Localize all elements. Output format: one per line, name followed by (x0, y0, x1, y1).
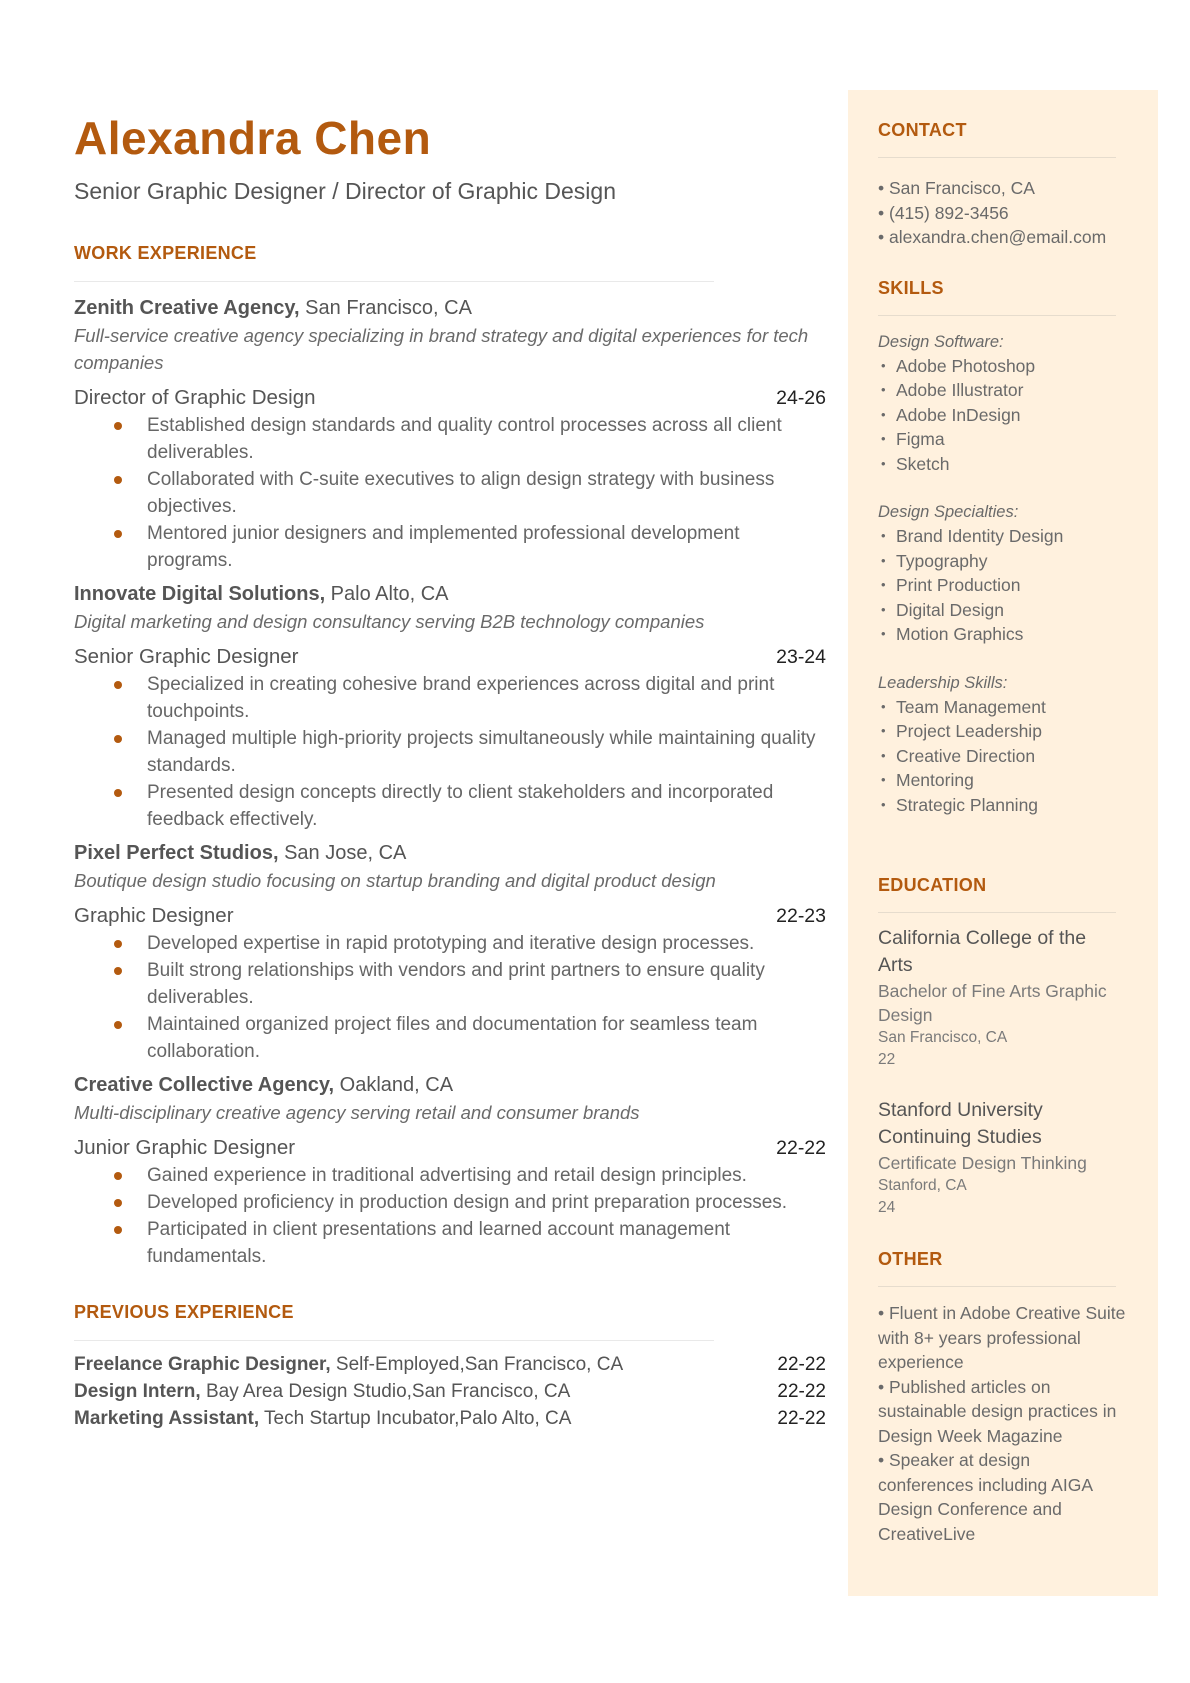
education-degree: Bachelor of Fine Arts Graphic Design (878, 981, 1107, 1025)
education-degree: Certificate Design Thinking (878, 1153, 1087, 1173)
contact-heading: CONTACT (878, 120, 967, 140)
company-line (74, 294, 826, 322)
skill-group (878, 500, 1128, 647)
skill-category: Leadership Skills: (878, 673, 1008, 692)
previous-detail: Tech Startup Incubator,Palo Alto, CA (259, 1407, 572, 1429)
company-name: Innovate Digital Solutions, (74, 582, 326, 605)
company-location: San Jose, CA (278, 841, 407, 864)
role-line (74, 1134, 826, 1162)
education-location: Stanford, CA (878, 1177, 967, 1194)
previous-experience-row (74, 1405, 826, 1432)
previous-dates: 22-22 (777, 1380, 826, 1402)
skill-item: • Creative Direction (878, 744, 1128, 769)
section-divider (878, 157, 1116, 158)
skill-item: • Brand Identity Design (878, 524, 1128, 549)
skill-item: • Mentoring (878, 768, 1128, 793)
company-description: Full-service creative agency specializing in brand strategy and digital experiences for tech companies (74, 324, 809, 373)
responsibility-item: Participated in client presentations and learned account management fundamentals. (74, 1216, 826, 1270)
section-divider (878, 912, 1116, 913)
company-location: Oakland, CA (334, 1073, 454, 1096)
work-experience-heading: WORK EXPERIENCE (74, 242, 257, 263)
experience-entry (74, 1071, 826, 1270)
other-heading: OTHER (878, 1249, 943, 1269)
main-column (74, 110, 826, 1432)
education-school: Stanford University Continuing Studies (878, 1099, 1043, 1148)
section-divider (74, 1340, 714, 1341)
responsibility-item: Collaborated with C-suite executives to align design strategy with business objectives. (74, 466, 826, 520)
previous-experience-heading: PREVIOUS EXPERIENCE (74, 1301, 294, 1322)
section-divider (878, 1286, 1116, 1287)
skill-item: • Adobe Photoshop (878, 354, 1128, 379)
role-dates: 24-26 (776, 386, 826, 409)
company-description: Multi-disciplinary creative agency serving retail and consumer brands (74, 1101, 640, 1123)
experience-entry (74, 294, 826, 574)
company-description: Digital marketing and design consultancy serving B2B technology companies (74, 610, 705, 632)
responsibility-item: Built strong relationships with vendors and print partners to ensure quality deliverables. (74, 957, 826, 1011)
company-name: Pixel Perfect Studios, (74, 841, 279, 864)
responsibility-item: Maintained organized project files and documentation for seamless team collaboration. (74, 1011, 826, 1065)
responsibility-item: Mentored junior designers and implemented professional development programs. (74, 520, 826, 574)
experience-entry (74, 580, 826, 833)
other-item: • Fluent in Adobe Creative Suite with 8+ years professional experience (878, 1303, 1126, 1372)
other-item: • Speaker at design conferences including AIGA Design Conference and CreativeLive (878, 1450, 1093, 1544)
role-title: Graphic Designer (74, 903, 234, 927)
skill-group (878, 671, 1128, 818)
previous-detail: Self-Employed,San Francisco, CA (330, 1353, 624, 1375)
previous-experience-list (74, 1351, 826, 1432)
section-divider (74, 281, 714, 282)
skill-item: • Typography (878, 549, 1128, 574)
sidebar (848, 90, 1158, 1596)
skills-heading: SKILLS (878, 277, 944, 298)
company-line (74, 580, 826, 608)
company-name: Zenith Creative Agency, (74, 296, 300, 319)
contact-location: • San Francisco, CA (878, 178, 1035, 198)
role-title: Director of Graphic Design (74, 385, 316, 409)
role-line (74, 643, 826, 671)
responsibility-item: Established design standards and quality control processes across all client deliverables. (74, 412, 826, 466)
candidate-name: Alexandra Chen (74, 112, 432, 164)
role-line (74, 384, 826, 412)
role-dates: 22-23 (776, 904, 826, 927)
responsibility-item: Developed expertise in rapid prototyping and iterative design processes. (74, 930, 826, 957)
previous-experience-row (74, 1378, 826, 1405)
skill-item: • Team Management (878, 695, 1128, 720)
previous-dates: 22-22 (777, 1407, 826, 1429)
responsibility-item: Presented design concepts directly to client stakeholders and incorporated feedback effectively. (74, 779, 826, 833)
other-item: • Published articles on sustainable design practices in Design Week Magazine (878, 1376, 1117, 1446)
education-school: California College of the Arts (878, 927, 1087, 976)
skill-item: • Digital Design (878, 598, 1128, 623)
skill-item: • Adobe Illustrator (878, 378, 1128, 403)
role-dates: 22-22 (776, 1136, 826, 1159)
candidate-title: Senior Graphic Designer / Director of Graphic Design (74, 177, 617, 204)
company-description: Boutique design studio focusing on startup branding and digital product design (74, 869, 716, 891)
company-line (74, 839, 826, 867)
section-divider (878, 315, 1116, 316)
education-heading: EDUCATION (878, 875, 987, 895)
responsibility-list (74, 1162, 826, 1270)
education-entry (878, 1097, 1118, 1219)
skill-group (878, 330, 1128, 477)
contact-list (878, 176, 1128, 250)
previous-experience-row (74, 1351, 826, 1378)
contact-email: • alexandra.chen@email.com (878, 227, 1107, 247)
previous-role: Marketing Assistant, (74, 1407, 260, 1429)
role-title: Senior Graphic Designer (74, 644, 299, 668)
role-title: Junior Graphic Designer (74, 1135, 296, 1159)
previous-dates: 22-22 (777, 1353, 826, 1375)
responsibility-item: Gained experience in traditional advertising and retail design principles. (74, 1162, 826, 1189)
responsibility-list (74, 671, 826, 833)
education-entry (878, 925, 1118, 1071)
skill-item: • Project Leadership (878, 719, 1128, 744)
role-dates: 23-24 (776, 645, 826, 668)
role-line (74, 902, 826, 930)
company-location: Palo Alto, CA (325, 582, 449, 605)
contact-phone: • (415) 892-3456 (878, 202, 1009, 223)
other-list (878, 1301, 1128, 1546)
skill-item: • Motion Graphics (878, 622, 1128, 647)
responsibility-list (74, 930, 826, 1065)
skill-category: Design Specialties: (878, 503, 1019, 521)
skill-item: • Figma (878, 427, 1128, 452)
previous-role: Design Intern, (74, 1380, 201, 1402)
responsibility-item: Managed multiple high-priority projects simultaneously while maintaining quality standards. (74, 725, 826, 779)
skill-item: • Sketch (878, 452, 1128, 477)
previous-detail: Bay Area Design Studio,San Francisco, CA (200, 1380, 571, 1402)
responsibility-item: Developed proficiency in production design and print preparation processes. (74, 1189, 826, 1216)
skill-category: Design Software: (878, 332, 1004, 351)
skill-item: • Adobe InDesign (878, 403, 1128, 428)
company-name: Creative Collective Agency, (74, 1073, 335, 1096)
company-location: San Francisco, CA (299, 296, 472, 319)
previous-role: Freelance Graphic Designer, (74, 1353, 331, 1375)
responsibility-list (74, 412, 826, 574)
education-year: 22 (878, 1051, 896, 1068)
education-year: 24 (878, 1199, 896, 1216)
company-line (74, 1071, 826, 1099)
skill-item: • Strategic Planning (878, 793, 1128, 818)
skill-item: • Print Production (878, 573, 1128, 598)
responsibility-item: Specialized in creating cohesive brand experiences across digital and print touchpoints. (74, 671, 826, 725)
education-location: San Francisco, CA (878, 1029, 1008, 1046)
experience-entry (74, 839, 826, 1065)
